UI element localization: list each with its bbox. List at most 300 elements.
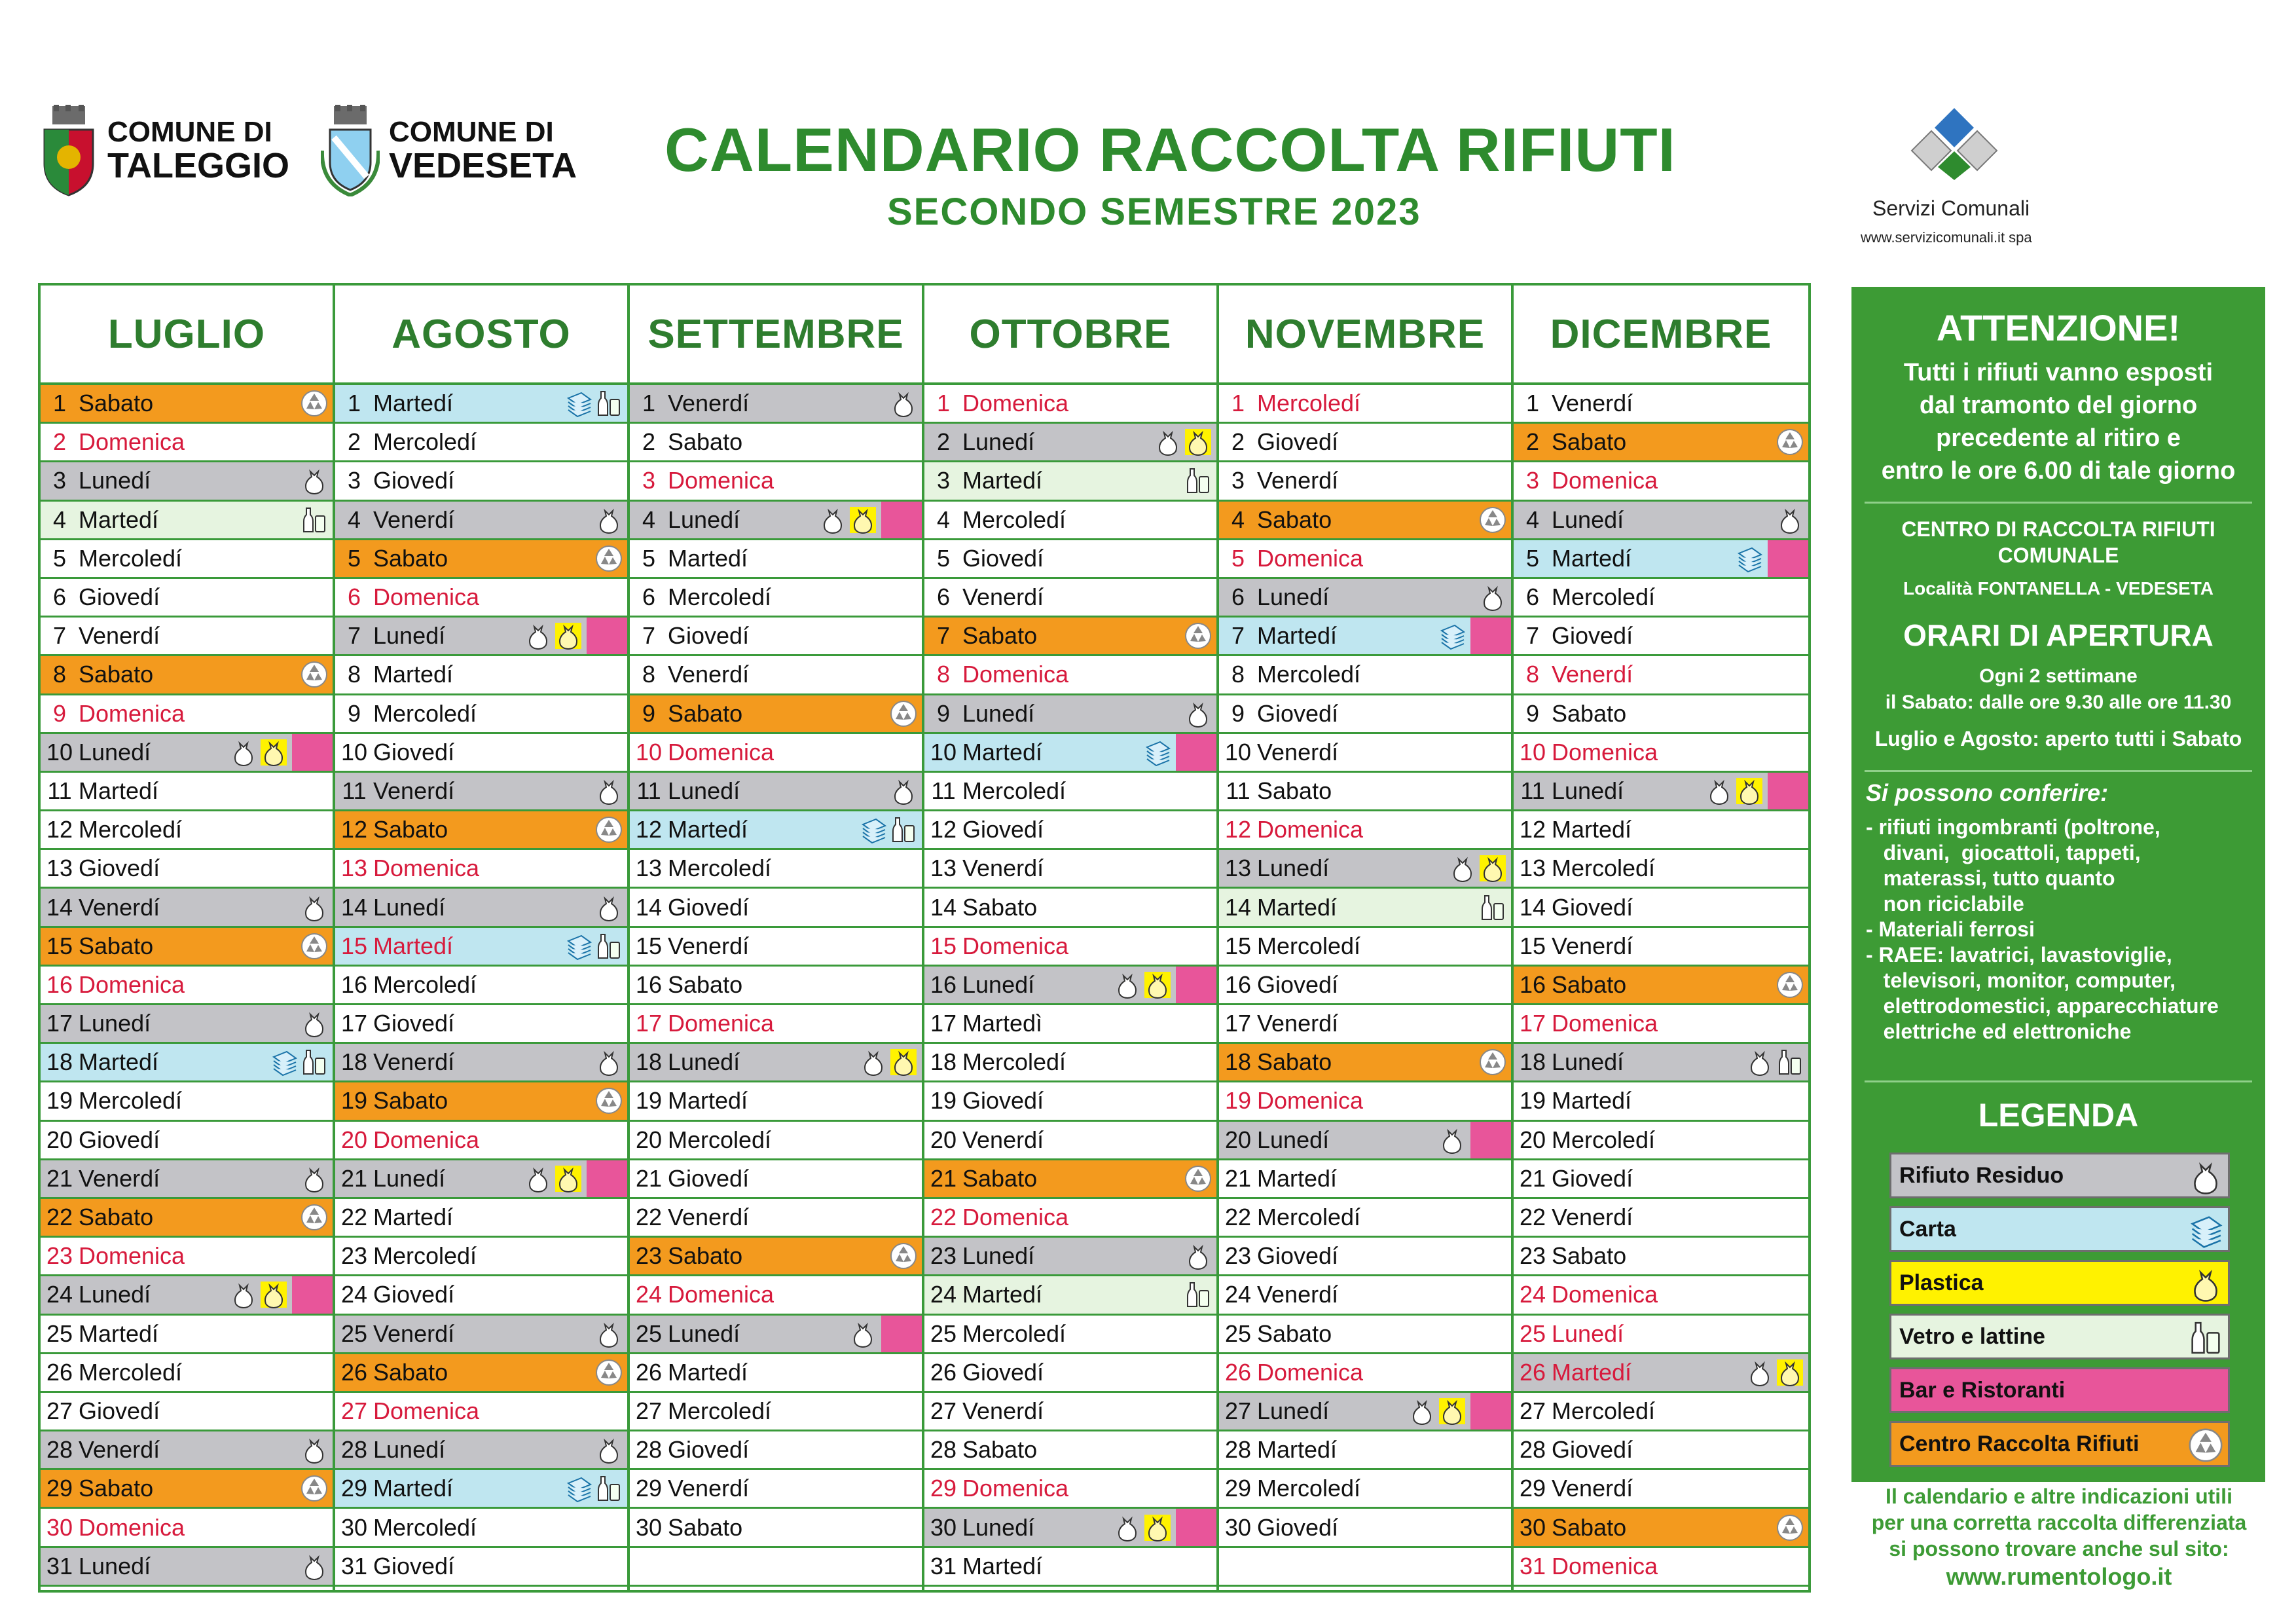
weekday-name: Lunedí	[1257, 1126, 1330, 1153]
day-row	[924, 502, 1216, 540]
trash-bag-icon	[818, 506, 847, 534]
month-header: OTTOBRE	[924, 286, 1216, 385]
day-row	[41, 1122, 333, 1160]
day-row	[41, 1199, 333, 1238]
attention-title: ATTENZIONE!	[1936, 307, 2181, 348]
centro-title-1: CENTRO DI RACCOLTA RIFIUTI	[1901, 517, 2215, 541]
day-number: 4	[936, 506, 951, 533]
weekday-name: Domenica	[79, 1242, 185, 1270]
day-number: 3	[642, 467, 656, 494]
day-row	[1219, 1005, 1511, 1044]
day-row	[1514, 1431, 1808, 1470]
plastic-bag-icon	[889, 1048, 918, 1077]
weekday-name: Martedí	[962, 1281, 1043, 1308]
weekday-name: Sabato	[1257, 1048, 1332, 1076]
day-row	[1514, 1393, 1808, 1431]
day-row	[924, 424, 1216, 462]
day-number: 20	[1224, 1126, 1252, 1153]
day-row	[630, 385, 922, 424]
plastic-bag-icon	[1184, 428, 1212, 456]
weekday-name: Mercoledí	[373, 1513, 477, 1541]
paper-stack-icon	[1438, 621, 1467, 650]
day-number: 24	[46, 1281, 73, 1308]
waste-icons	[593, 811, 623, 848]
day-number: 21	[1519, 1164, 1546, 1192]
weekday-name: Giovedí	[668, 1164, 750, 1192]
day-row	[1219, 1316, 1511, 1354]
weekday-name: Domenica	[79, 699, 185, 727]
weekday-name: Venerdí	[1552, 1204, 1633, 1231]
trash-bag-icon	[229, 1280, 258, 1309]
day-number: 27	[46, 1397, 73, 1424]
day-row	[335, 1082, 627, 1121]
day-number: 28	[635, 1436, 663, 1464]
day-row	[630, 1470, 922, 1509]
weekday-name: Sabato	[373, 1087, 448, 1115]
footer-line-1: Il calendario e altre indicazioni utili	[1886, 1485, 2232, 1508]
day-number: 19	[635, 1087, 663, 1115]
weekday-name: Lunedí	[79, 467, 151, 494]
bar-ristoranti-marker	[292, 1276, 333, 1313]
glass-bottle-can-icon	[300, 506, 329, 534]
day-row	[630, 1431, 922, 1470]
conferire-item: elettriche ed elettroniche	[1866, 1020, 2132, 1043]
recycle-icon	[1478, 506, 1507, 534]
plastic-bag-icon	[1478, 854, 1507, 883]
weekday-name: Domenica	[79, 970, 185, 998]
conferire-item: televisori, monitor, computer,	[1866, 969, 2176, 992]
weekday-name: Sabato	[1552, 970, 1627, 998]
day-row	[335, 1005, 627, 1044]
trash-bag-icon	[300, 893, 329, 922]
waste-icons	[1112, 967, 1172, 1003]
recycle-icon	[889, 699, 918, 728]
waste-icons	[1182, 462, 1212, 499]
plastic-bag-icon	[1735, 777, 1764, 805]
day-number: 28	[46, 1436, 73, 1464]
bar-ristoranti-marker	[1470, 1393, 1511, 1430]
bar-ristoranti-marker	[1470, 618, 1511, 654]
legend-item	[1889, 1206, 2230, 1252]
day-row	[1219, 1122, 1511, 1160]
weekday-name: Mercoledí	[962, 777, 1066, 804]
day-number: 24	[1519, 1281, 1546, 1308]
day-number: 17	[1519, 1010, 1546, 1037]
waste-icons	[593, 1082, 623, 1119]
weekday-name: Martedí	[373, 932, 454, 959]
day-number: 8	[642, 661, 656, 688]
weekday-name: Venerdí	[668, 1475, 750, 1502]
day-row	[1219, 811, 1511, 850]
waste-icons	[563, 928, 623, 965]
waste-icons	[1774, 967, 1804, 1003]
waste-icons	[522, 618, 583, 654]
weekday-name: Venerdí	[668, 1204, 750, 1231]
day-number: 24	[340, 1281, 368, 1308]
glass-bottle-can-icon	[594, 1474, 623, 1503]
glass-bottle-can-icon	[1184, 466, 1212, 495]
weekday-name: Martedí	[668, 544, 748, 572]
day-number: 5	[1525, 544, 1540, 572]
day-row	[41, 656, 333, 695]
day-row	[1219, 656, 1511, 695]
day-row	[924, 811, 1216, 850]
weekday-name: Lunedí	[668, 1048, 740, 1076]
weekday-name: Venerdí	[962, 1126, 1044, 1153]
day-row	[924, 1082, 1216, 1121]
conferire-item: materassi, tutto quanto	[1866, 866, 2115, 890]
day-row	[1514, 1122, 1808, 1160]
weekday-name: Venerdí	[79, 1164, 160, 1192]
day-row	[335, 1160, 627, 1199]
legenda-title: LEGENDA	[1978, 1097, 2139, 1134]
plastic-bag-icon	[554, 621, 583, 650]
day-row	[335, 1470, 627, 1509]
company-url: www.servizicomunali.it spa	[1861, 229, 2032, 246]
day-row	[41, 850, 333, 889]
paper-stack-icon	[1735, 544, 1764, 573]
weekday-name: Giovedí	[962, 1358, 1044, 1386]
glass-bottle-can-icon	[1478, 893, 1507, 922]
day-row	[1219, 424, 1511, 462]
recycle-icon	[300, 1203, 329, 1232]
day-number: 7	[1525, 622, 1540, 650]
waste-icons	[522, 1160, 583, 1197]
day-row	[630, 695, 922, 734]
month-column-settembre	[630, 286, 924, 1590]
waste-icons	[858, 811, 918, 848]
day-row	[1514, 1548, 1808, 1587]
day-row	[1219, 1470, 1511, 1509]
day-number: 15	[635, 932, 663, 959]
day-number: 1	[1525, 390, 1540, 417]
weekday-name: Martedí	[79, 777, 159, 804]
weekday-name: Giovedí	[79, 855, 160, 882]
day-number: 9	[347, 699, 361, 727]
day-row	[41, 773, 333, 811]
day-row	[924, 1122, 1216, 1160]
day-number: 12	[635, 816, 663, 843]
weekday-name: Lunedí	[1552, 506, 1624, 533]
day-number: 21	[340, 1164, 368, 1192]
weekday-name: Giovedí	[1257, 1242, 1339, 1270]
day-number: 18	[1224, 1048, 1252, 1076]
day-row	[630, 928, 922, 967]
weekday-name: Giovedí	[373, 467, 455, 494]
day-number: 19	[46, 1087, 73, 1115]
day-number: 13	[930, 855, 957, 882]
day-number: 18	[930, 1048, 957, 1076]
trash-bag-icon	[300, 1435, 329, 1464]
weekday-name: Mercoledí	[1257, 1204, 1361, 1231]
day-number: 3	[936, 467, 951, 494]
plastic-bag-icon	[2187, 1266, 2224, 1302]
waste-icons	[1447, 850, 1507, 887]
day-row	[630, 734, 922, 773]
day-number: 7	[52, 622, 67, 650]
weekday-name: Sabato	[1257, 777, 1332, 804]
weekday-name: Domenica	[1552, 738, 1658, 766]
day-row	[630, 811, 922, 850]
day-row	[1514, 1005, 1808, 1044]
footer-url-link[interactable]: www.rumentologo.it	[1946, 1563, 2172, 1590]
weekday-name: Martedí	[1552, 544, 1632, 572]
weekday-name: Venerdí	[962, 1397, 1044, 1424]
day-number: 22	[635, 1204, 663, 1231]
weekday-name: Sabato	[668, 428, 743, 456]
day-number: 4	[642, 506, 656, 533]
divider	[1865, 770, 2252, 772]
legend-item	[1889, 1421, 2230, 1467]
day-number: 23	[635, 1242, 663, 1270]
day-number: 3	[347, 467, 361, 494]
day-number: 9	[1525, 699, 1540, 727]
weekday-name: Lunedí	[962, 428, 1035, 456]
weekday-name: Giovedí	[962, 816, 1044, 843]
weekday-name: Giovedí	[373, 1010, 455, 1037]
weekday-name: Sabato	[1552, 428, 1627, 456]
footer-line-2: per una corretta raccolta differenziata	[1871, 1511, 2247, 1534]
day-number: 20	[930, 1126, 957, 1153]
day-number: 22	[340, 1204, 368, 1231]
day-number: 20	[46, 1126, 73, 1153]
weekday-name: Lunedí	[962, 970, 1035, 998]
comune-vedeseta-text	[389, 117, 577, 185]
day-row	[1514, 889, 1808, 927]
day-number: 5	[642, 544, 656, 572]
day-row	[924, 1160, 1216, 1199]
weekday-name: Lunedí	[668, 777, 740, 804]
weekday-name: Venerdí	[1552, 1475, 1633, 1502]
waste-icons	[299, 385, 329, 422]
day-number: 2	[936, 428, 951, 456]
day-number: 30	[1224, 1513, 1252, 1541]
recycle-icon	[594, 1358, 623, 1387]
weekday-name: Sabato	[668, 699, 743, 727]
day-row	[924, 540, 1216, 579]
day-row	[1219, 889, 1511, 927]
weekday-name: Venerdí	[373, 506, 455, 533]
day-number: 2	[1231, 428, 1245, 456]
weekday-name: Domenica	[1552, 467, 1658, 494]
day-row	[335, 734, 627, 773]
day-number: 24	[1224, 1281, 1252, 1308]
weekday-name: Domenica	[79, 1513, 185, 1541]
day-row	[335, 1548, 627, 1587]
waste-icons	[593, 889, 623, 925]
day-row	[335, 1276, 627, 1315]
day-number: 29	[1224, 1475, 1252, 1502]
weekday-name: Giovedí	[668, 622, 750, 650]
weekday-name: Sabato	[79, 661, 154, 688]
orari-title: ORARI DI APERTURA	[1903, 618, 2214, 652]
waste-icons	[1436, 1122, 1467, 1158]
paper-stack-icon	[859, 815, 888, 844]
day-number: 4	[347, 506, 361, 533]
waste-icons	[1182, 1276, 1212, 1313]
waste-icons	[593, 1431, 623, 1468]
day-row	[41, 1082, 333, 1121]
day-row	[924, 1354, 1216, 1393]
day-row	[41, 462, 333, 501]
day-number: 25	[1519, 1320, 1546, 1347]
day-number: 16	[340, 970, 368, 998]
trash-bag-icon	[229, 738, 258, 767]
weekday-name: Giovedí	[1257, 970, 1339, 998]
day-row	[335, 889, 627, 927]
trash-bag-icon	[594, 1435, 623, 1464]
weekday-name: Domenica	[668, 467, 774, 494]
weekday-name: Martedì	[962, 1010, 1043, 1037]
weekday-name: Venerdí	[1257, 1281, 1339, 1308]
day-row	[630, 579, 922, 618]
weekday-name: Venerdí	[1257, 467, 1339, 494]
day-number: 3	[1231, 467, 1245, 494]
day-row	[924, 967, 1216, 1005]
day-row	[41, 424, 333, 462]
day-row	[41, 734, 333, 773]
waste-icons	[593, 540, 623, 577]
day-number: 23	[930, 1242, 957, 1270]
divider	[1865, 502, 2252, 504]
weekday-name: Lunedí	[373, 1164, 446, 1192]
weekday-name: Domenica	[1552, 1281, 1658, 1308]
day-row	[41, 811, 333, 850]
day-row	[1514, 1044, 1808, 1082]
legend-label: Bar e Ristoranti	[1899, 1377, 2066, 1403]
trash-bag-icon	[1478, 583, 1507, 612]
trash-bag-icon	[300, 1552, 329, 1581]
weekday-name: Domenica	[962, 661, 1069, 688]
weekday-name: Domenica	[668, 738, 774, 766]
day-row	[630, 1044, 922, 1082]
vedeseta-crest-icon	[321, 105, 380, 196]
day-row	[1514, 850, 1808, 889]
recycle-icon	[300, 932, 329, 961]
waste-icons	[228, 734, 288, 771]
paper-stack-icon	[564, 1474, 593, 1503]
recycle-icon	[889, 1242, 918, 1270]
day-number: 6	[1231, 583, 1245, 611]
recycle-icon	[1478, 1048, 1507, 1077]
day-number: 27	[635, 1397, 663, 1424]
weekday-name: Martedí	[668, 1087, 748, 1115]
day-row	[335, 1509, 627, 1547]
day-row	[41, 1044, 333, 1082]
day-row	[924, 618, 1216, 656]
waste-icons	[1182, 1238, 1212, 1274]
weekday-name: Martedí	[1257, 893, 1338, 921]
day-number: 25	[930, 1320, 957, 1347]
waste-icons	[1112, 1509, 1172, 1545]
day-number: 14	[635, 893, 663, 921]
waste-icons	[563, 1470, 623, 1507]
weekday-name: Giovedí	[1257, 428, 1339, 456]
weekday-name: Martedí	[1552, 1358, 1632, 1386]
day-number: 9	[642, 699, 656, 727]
footer-line-3: si possono trovare anche sul sito:	[1889, 1537, 2229, 1560]
day-number: 18	[46, 1048, 73, 1076]
day-number: 9	[52, 699, 67, 727]
waste-icons	[888, 385, 918, 422]
weekday-name: Sabato	[79, 390, 154, 417]
waste-icons	[1406, 1393, 1467, 1430]
comune2-line2: VEDESETA	[389, 145, 577, 185]
day-row	[1514, 1160, 1808, 1199]
day-number: 19	[1519, 1087, 1546, 1115]
trash-bag-icon	[300, 466, 329, 495]
day-row	[1219, 540, 1511, 579]
day-row	[630, 618, 922, 656]
day-row	[335, 502, 627, 540]
day-number: 6	[1525, 583, 1540, 611]
day-row	[1514, 1316, 1808, 1354]
day-number: 24	[635, 1281, 663, 1308]
waste-icons	[299, 1160, 329, 1197]
day-number: 18	[340, 1048, 368, 1076]
trash-bag-icon	[594, 777, 623, 805]
day-number: 23	[1224, 1242, 1252, 1270]
day-number: 1	[1231, 390, 1245, 417]
weekday-name: Domenica	[1257, 544, 1364, 572]
day-number: 30	[46, 1513, 73, 1541]
day-row	[630, 1122, 922, 1160]
day-row	[630, 773, 922, 811]
day-row	[1514, 462, 1808, 501]
day-row	[630, 889, 922, 927]
day-number: 21	[46, 1164, 73, 1192]
day-row	[924, 1431, 1216, 1470]
trash-bag-icon	[1184, 1242, 1212, 1270]
day-number: 8	[1525, 661, 1540, 688]
glass-bottle-can-icon	[889, 815, 918, 844]
trash-bag-icon	[1448, 854, 1477, 883]
day-number: 11	[342, 777, 367, 804]
trash-bag-icon	[1705, 777, 1734, 805]
weekday-name: Martedí	[1257, 1436, 1338, 1464]
recycle-icon	[1776, 970, 1804, 999]
weekday-name: Lunedí	[373, 893, 446, 921]
trash-bag-icon	[1154, 428, 1182, 456]
day-row	[1219, 1276, 1511, 1315]
day-number: 10	[1519, 738, 1546, 766]
day-number: 27	[930, 1397, 957, 1424]
day-row	[1219, 850, 1511, 889]
orari-line-2: il Sabato: dalle ore 9.30 alle ore 11.30	[1885, 692, 2232, 713]
day-number: 24	[930, 1281, 957, 1308]
waste-icons	[1734, 540, 1764, 577]
day-number: 28	[930, 1436, 957, 1464]
weekday-name: Lunedí	[79, 1281, 151, 1308]
day-row	[41, 1354, 333, 1393]
day-row	[41, 385, 333, 424]
weekday-name: Venerdí	[373, 777, 455, 804]
day-row	[924, 1470, 1216, 1509]
month-header: DICEMBRE	[1514, 286, 1808, 385]
day-row	[41, 1005, 333, 1044]
weekday-name: Giovedí	[668, 1436, 750, 1464]
day-number: 16	[46, 970, 73, 998]
day-number: 7	[642, 622, 656, 650]
weekday-name: Sabato	[79, 932, 154, 959]
day-number: 3	[1525, 467, 1540, 494]
day-number: 2	[642, 428, 656, 456]
weekday-name: Sabato	[962, 622, 1038, 650]
weekday-name: Giovedí	[668, 893, 750, 921]
day-row	[630, 1354, 922, 1393]
glass-bottle-can-icon	[300, 1048, 329, 1077]
weekday-name: Sabato	[79, 1204, 154, 1231]
